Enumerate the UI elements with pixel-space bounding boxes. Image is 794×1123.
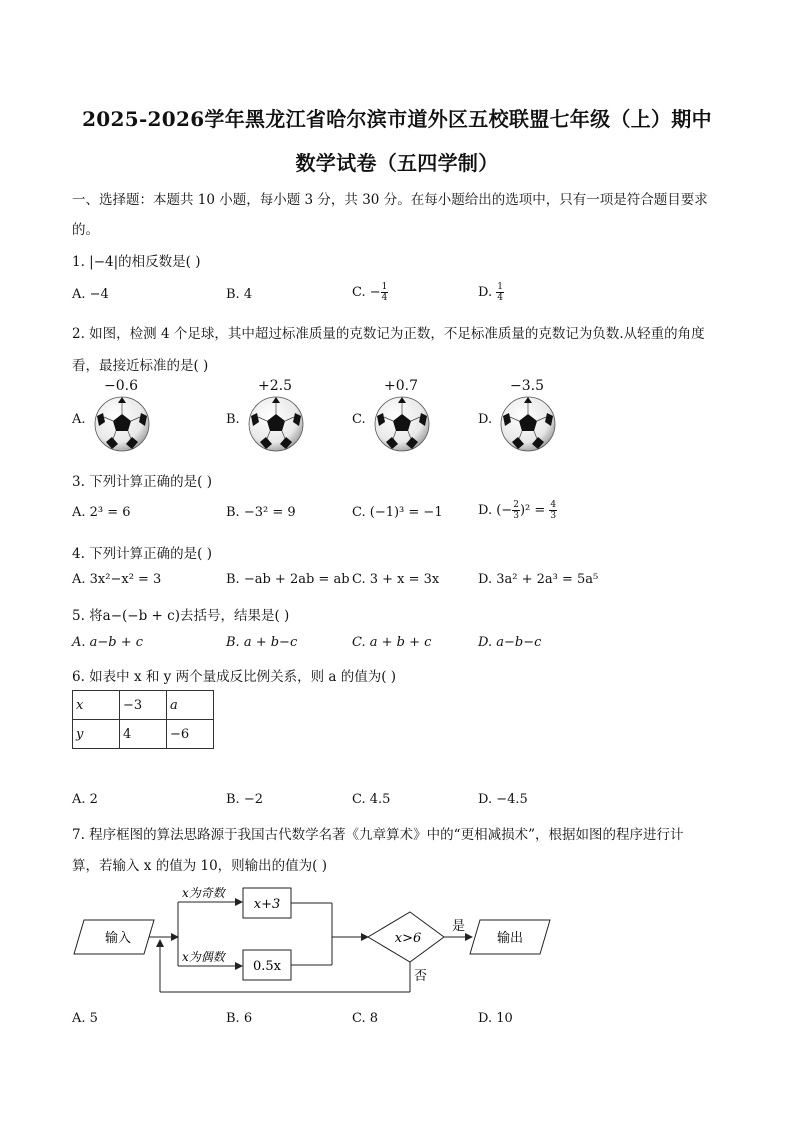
q1-d-numerator: 1	[497, 282, 503, 292]
section-instructions-line-1: 一、选择题：本题共 10 小题，每小题 3 分，共 30 分。在每小题给出的选项中，只有一项是符合题目要求	[72, 192, 708, 208]
flow-odd-op: x+3	[253, 897, 281, 912]
flow-even-op: 0.5x	[252, 959, 282, 974]
table-row	[73, 691, 214, 720]
soccer-ball-icon	[500, 396, 556, 456]
q6-cell: a	[167, 691, 214, 720]
q4-option-c: C. 3 + x = 3x	[352, 572, 440, 587]
q7-flowchart	[72, 880, 562, 1000]
q3-d-denominator-1: 3	[513, 511, 519, 521]
flow-even-label: x为偶数	[182, 950, 225, 964]
q1-option-a: A. −4	[72, 287, 109, 302]
q1-option-c	[352, 282, 388, 303]
q3-option-c: C. (−1)³ = −1	[352, 505, 443, 520]
q4-option-d: D. 3a² + 2a³ = 5a⁵	[478, 572, 599, 587]
q6-cell-y-label: y	[73, 720, 120, 749]
q6-cell-x-label: x	[73, 691, 120, 720]
q2-option-value: −3.5	[510, 378, 544, 394]
q4-option-a: A. 3x²−x² = 3	[72, 572, 162, 587]
q6-stem: 6. 如表中 x 和 y 两个量成反比例关系，则 a 的值为( )	[72, 669, 397, 685]
q6-option-c: C. 4.5	[352, 792, 391, 807]
q5-option-b: B. a + b−c	[226, 635, 298, 650]
q2-option-value: +2.5	[258, 378, 292, 394]
q3-option-a: A. 2³ = 6	[72, 505, 131, 520]
q1-c-numerator: 1	[381, 282, 388, 292]
q6-cell: 4	[120, 720, 167, 749]
q4-option-b: B. −ab + 2ab = ab	[226, 572, 350, 587]
q7-option-d: D. 10	[478, 1011, 513, 1026]
q1-option-b: B. 4	[226, 287, 253, 302]
q2-option-ball	[366, 378, 436, 458]
q2-option-ball	[492, 378, 562, 458]
q5-option-a: A. a−b + c	[72, 635, 144, 650]
q6-option-a: A. 2	[72, 792, 98, 807]
flow-condition-label: x>6	[394, 931, 422, 946]
soccer-ball-icon	[94, 396, 150, 456]
q7-stem-line-2: 算，若输入 x 的值为 10，则输出的值为( )	[72, 858, 327, 874]
q6-table	[72, 690, 214, 749]
q4-stem: 4. 下列计算正确的是( )	[72, 546, 212, 562]
q2-option-letter: C.	[352, 412, 366, 427]
q3-d-prefix: D. (−	[478, 503, 513, 518]
q2-option-letter: A.	[72, 412, 86, 427]
q2-option-ball	[86, 378, 156, 458]
q7-option-a: A. 5	[72, 1011, 98, 1026]
flow-no-label: 否	[414, 969, 428, 984]
q7-option-c: C. 8	[352, 1011, 379, 1026]
table-row	[73, 720, 214, 749]
q1-option-c-prefix: C. −	[352, 285, 381, 300]
q7-option-b: B. 6	[226, 1011, 253, 1026]
q1-c-denominator: 4	[381, 293, 388, 303]
q3-d-middle: )² =	[519, 503, 550, 518]
q2-option-letter: B.	[226, 412, 240, 427]
flow-yes-label: 是	[452, 919, 466, 934]
q2-stem-line-1: 2. 如图，检测 4 个足球，其中超过标准质量的克数记为正数，不足标准质量的克数记为负数.从轻重的角度	[72, 326, 705, 342]
q3-option-d	[478, 500, 557, 521]
q3-d-numerator-1: 2	[513, 500, 519, 510]
flow-output-label: 输出	[496, 931, 524, 946]
q5-option-d: D. a−b−c	[478, 635, 542, 650]
q2-option-value: +0.7	[384, 378, 418, 394]
page-title-line-1: 2025-2026学年黑龙江省哈尔滨市道外区五校联盟七年级（上）期中	[82, 107, 712, 131]
q3-d-denominator-2: 3	[550, 511, 557, 521]
q7-stem-line-1: 7. 程序框图的算法思路源于我国古代数学名著《九章算术》中的“更相减损术”，根据如图的程序进行计	[72, 827, 684, 843]
q2-stem-line-2: 看，最接近标准的是( )	[72, 358, 209, 374]
section-instructions-line-2: 的。	[72, 222, 99, 238]
q2-option-ball	[240, 378, 310, 458]
soccer-ball-icon	[374, 396, 430, 456]
q6-cell: −6	[167, 720, 214, 749]
soccer-ball-icon	[248, 396, 304, 456]
q2-option-letter: D.	[478, 412, 493, 427]
q5-stem: 5. 将a−(−b + c)去括号，结果是( )	[72, 608, 290, 624]
q1-option-d	[478, 282, 504, 303]
q6-option-d: D. −4.5	[478, 792, 528, 807]
q3-stem: 3. 下列计算正确的是( )	[72, 474, 212, 490]
q6-cell: −3	[120, 691, 167, 720]
q1-stem: 1. |−4|的相反数是( )	[72, 254, 201, 270]
flow-odd-label: x为奇数	[182, 886, 225, 900]
q2-option-value: −0.6	[104, 378, 138, 394]
q5-option-c: C. a + b + c	[352, 635, 432, 650]
q6-option-b: B. −2	[226, 792, 263, 807]
q1-d-denominator: 4	[497, 293, 503, 303]
q3-d-numerator-2: 4	[550, 500, 557, 510]
page-title-line-2: 数学试卷（五四学制）	[295, 151, 499, 175]
flow-input-label: 输入	[104, 931, 132, 946]
q3-option-b: B. −3² = 9	[226, 505, 296, 520]
q1-option-d-prefix: D.	[478, 285, 497, 300]
